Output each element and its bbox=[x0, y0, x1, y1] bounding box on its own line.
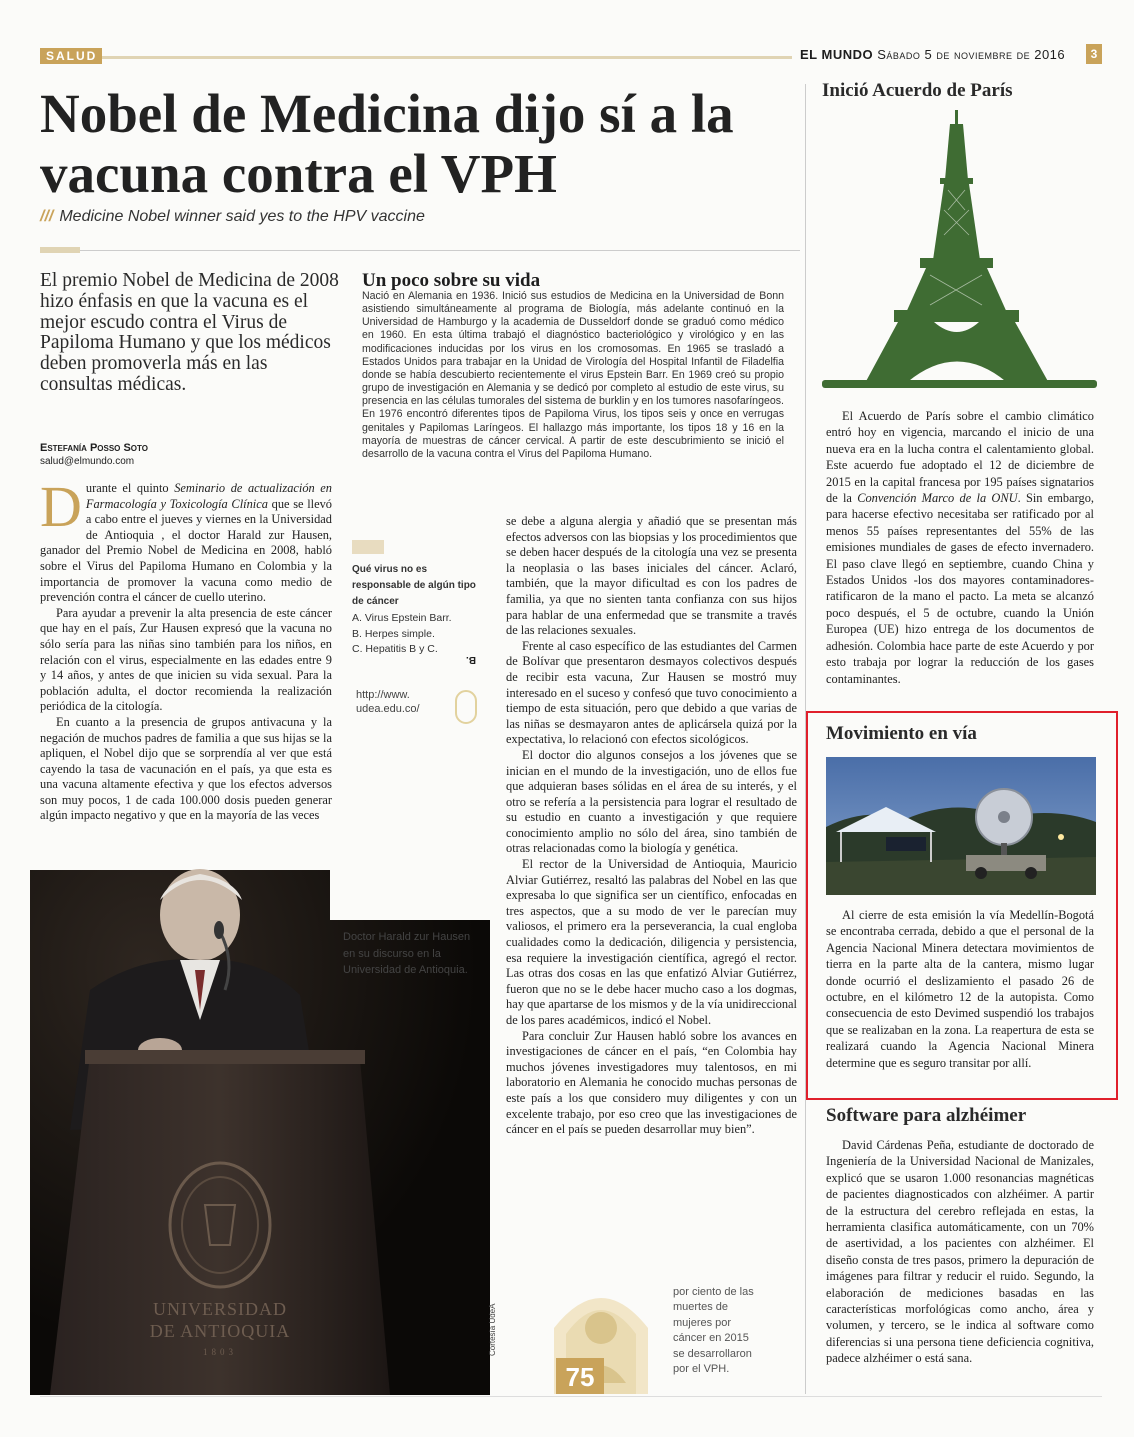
body-paragraph: El doctor dio algunos consejos a los jóvenes que se inician en el mundo de la investigación, uno de ellos fue que adquieran bases sólidas en el área de su interés, y el otro se refería a la persistencia para lograr el resultado de su estudio en cuanto a investigación y que requiere conocimiento amplio no sólo del área, sino también de otras relacionadas como la biología y genética. bbox=[506, 747, 797, 856]
movimiento-title: Movimiento en vía bbox=[826, 723, 977, 744]
mouse-icon bbox=[455, 690, 477, 724]
quiz-box bbox=[352, 562, 482, 658]
deck-rule bbox=[40, 250, 800, 251]
subhead bbox=[40, 208, 425, 226]
author-name: Estefanía Posso Soto bbox=[40, 442, 148, 454]
section-tag: SALUD bbox=[40, 48, 102, 64]
bio-title: Un poco sobre su vida bbox=[362, 270, 541, 291]
stat-graphic bbox=[546, 1278, 656, 1394]
podium-year: 1803 bbox=[203, 1347, 237, 1357]
slashes-icon: /// bbox=[40, 208, 54, 225]
body-paragraph: Para ayudar a prevenir la alta presencia de este cáncer que hay en el país, Zur Hausen expresó que la vacuna no sólo sería para las niñas sino también para los niños, en relación con el virus, especialmente en las edades entre 9 y 14 años, y antes de que inicien su vida sexual. Para la población adulta, el doctor recomienda la realización periódica de la citología. bbox=[40, 605, 332, 714]
body-paragraph: Para concluir Zur Hausen habló sobre los avances en investigaciones de cáncer en el país, “en Colombia hay muchos jóvenes investigadores muy talentosos, en mi laboratorio en Alemania he conocido muchas personas de este país a los que considero muy diligentes y con un excelente trabajo, por eso creo que las investigaciones de cáncer en el país se pueden desarrollar muy bien”. bbox=[506, 1028, 797, 1137]
body-paragraph: Frente al caso específico de las estudiantes del Carmen de Bolívar que presentaron desmayos colectivos después de recibir esta vacuna, Zur Hausen se mostró muy interesado en el suceso y confesó que tuvo conocimiento a tiempo de esta situación, pero que debido a que varias de las niñas se desmayaron antes de aplicársela quizá por la expectativa, lo relacionó con efectos sicológicos. bbox=[506, 638, 797, 747]
software-title: Software para alzhéimer bbox=[826, 1105, 1027, 1126]
bio-text: Nació en Alemania en 1936. Inició sus estudios de Medicina en la Universidad de Bonn asistiendo simultáneamente al programa de Biología, más adelante continuó en la Universidad de Hamburgo y la academia de Dusseldorf donde se graduó como médico en 1960. En esta última trabajó el diagnóstico bacteriológico y virológico y en las modificaciones inducidas por los virus en los cromosomas. En 1965 se trasladó a Estados Unidos para trabajar en la Unidad de Virología del Hospital Infantil de Filadelfia donde se había descubierto recientemente el virus Epstein Barr. En 1969 creó su propio grupo de investigación en Alemania y se dedicó por completo al estudio de este virus, su presencia en las células tumorales del sistema de burklin y en los tumores nasofaríngeos. En 1976 encontró diferentes tipos de Papiloma Virus, los tipos seis y once en verrugas genitales y Papilomas Laríngeos. El hallazgo más importante, los tipos 18 y 16 en la mayoría de muestras de cáncer cervical. A partir de este descubrimiento se inició el desarrollo de la vacuna contra el Virus del Papiloma Humano. bbox=[362, 290, 784, 460]
quiz-option: A. Virus Epstein Barr. bbox=[352, 612, 452, 625]
web-link[interactable]: http://www. udea.edu.co/ bbox=[356, 689, 420, 715]
quiz-icon bbox=[352, 540, 384, 554]
author-email: salud@elmundo.com bbox=[40, 456, 135, 467]
lede: El premio Nobel de Medicina de 2008 hizo énfasis en que la vacuna es el mejor escudo contra el Virus de Papiloma Humano y que los médicos deben promoverla más en las consultas médicas. bbox=[40, 270, 339, 395]
road-site-photo bbox=[826, 757, 1096, 895]
quiz-question: Qué virus no es responsable de algún tipo de cáncer bbox=[352, 564, 476, 607]
deck-mark bbox=[40, 247, 80, 253]
masthead bbox=[800, 47, 1065, 62]
dropcap: D bbox=[40, 474, 82, 539]
paper-name: EL MUNDO bbox=[800, 47, 874, 62]
photo-caption: Doctor Harald zur Hausen en su discurso en la Universidad de Antioquia. bbox=[343, 931, 471, 976]
quiz-answer: B. bbox=[466, 654, 476, 665]
paris-text bbox=[826, 408, 1094, 687]
headline: Nobel de Medicina dijo sí a la vacuna contra el VPH bbox=[40, 83, 734, 204]
movimiento-paragraph: Al cierre de esta emisión la vía Medellín-Bogotá se encontraba cerrada, debido a que el personal de la Agencia Nacional Minera detectara movimientos de tierra en la parte alta de la cantera, mismo lugar donde ocurrió el deslizamiento el pasado 26 de octubre, en el kilómetro 12 de la autopista. Como consecuencia de esto Devimed suspendió los trabajos que se realizaban en la zona. La reapertura de esta se realizará cuando la Agencia Nacional Minera determine que es seguro transitar por allí. bbox=[826, 908, 1094, 1070]
movimiento-text bbox=[826, 907, 1094, 1071]
stat-value: 75 bbox=[565, 1362, 595, 1392]
issue-date: Sábado 5 de noviembre de 2016 bbox=[877, 47, 1066, 62]
podium-text-1: UNIVERSIDAD bbox=[153, 1299, 287, 1319]
page-number: 3 bbox=[1086, 44, 1102, 64]
subhead-text: Medicine Nobel winner said yes to the HPV vaccine bbox=[59, 208, 425, 225]
paris-paragraph: El Acuerdo de París sobre el cambio climático entró hoy en vigencia, marcando el inicio de una nueva era en la lucha contra el calentamiento global. Este acuerdo fue adoptado el 12 de diciembre de 2015 en la capital francesa por 195 países signatarios de la Convención Marco de la ONU. Sin embargo, para hacerse efectivo necesitaba ser ratificado por al menos 55 países representantes del 55% de las emisiones mundiales de gases de efecto invernadero. El paso clave llegó en septiembre, cuando China y Estados Unidos -los dos mayores contaminadores- ratificaron de la mano el pacto. La meta se alcanzó poco después, el 5 de octubre, cuando la Unión Europea (UE) hizo entrega de los documentos de adhesión. Colombia hace parte de este Acuerdo y por esto trabaja por lograr la reducción de los gases contaminantes. bbox=[826, 409, 1094, 686]
byline bbox=[40, 441, 148, 469]
woman-silhouette-icon bbox=[546, 1278, 656, 1394]
body-column-1 bbox=[40, 474, 332, 824]
photo-credit: Cortesía UdeA bbox=[488, 1303, 497, 1356]
stat-text: por ciento de las muertes de mujeres por cáncer en 2015 se desarrollaron por el VPH. bbox=[673, 1286, 754, 1376]
software-text bbox=[826, 1137, 1094, 1367]
seminar-name: Seminario de actualización en Farmacología y Toxicología Clínica bbox=[85, 481, 332, 511]
body-column-2 bbox=[506, 514, 797, 1138]
section-rule bbox=[102, 56, 792, 59]
paris-title: Inició Acuerdo de París bbox=[822, 80, 1013, 101]
body-paragraph: En cuanto a la presencia de grupos antivacuna y la negación de muchos padres de familia a que sus hijas se la apliquen, el Nobel dijo que se sorprendía al ver que está cayendo la tasa de vacunación en el país, ya que esta es una vacuna altamente efectiva y que los efectos adversos son muy pocos, 1 de cada 100.000 dosis pueden generar algún impacto negativo y que en la mayoría de las veces bbox=[40, 714, 332, 823]
quiz-option: C. Hepatitis B y C. bbox=[352, 643, 438, 656]
body-paragraph: se debe a alguna alergia y añadió que se presentan más efectos adversos con las biopsias y los procedimientos que se deben hacer después de la citología una vez se presenta la neoplasia o las bases iniciales del cáncer. Aclaró, también, que la mayor dificultad es con los padres de familia, ya que no sienten tanta confianza con sus hijos para hablar de una enfermedad que se transmite a través de las relaciones sexuales. bbox=[506, 514, 797, 638]
body-paragraph: El rector de la Universidad de Antioquia, Mauricio Alviar Gutiérrez, resaltó las palabras del Nobel en las que expresaba lo que significa ser un científico, enfocadas en tres aspectos, que a su modo de ver le parecían muy valiosos, el primero era la perseverancia, la cual engloba cualidades como la dedicación, diligencia y persistencia, esa requiere la investigación científica, agregó el rector. Las otras dos cosas en las que enfatizó Alviar Gutiérrez, fueron que no se le debe hacer mucho caso a los dogmas, hay que apartarse de los mismos y de la vía unidireccional de los pares académicos, indicó el Nobel. bbox=[506, 857, 797, 1027]
bottom-rule bbox=[40, 1396, 1102, 1397]
software-paragraph: David Cárdenas Peña, estudiante de doctorado de Ingeniería de la Universidad Nacional de Manizales, explicó que se usaron 1.000 resonancias magnéticas de pacientes diagnosticados con alzhéimer. A partir de la estructura del cerebro reflejada en estas, la herramienta clasifica automáticamente, con un 70% de asertividad, a los pacientes con alzhéimer. El diseño consta de tres pasos, primero la depuración de imágenes para filtrar y reducir el ruido. Segundo, la elaboración de mediciones basadas en las características morfológicas como ancho, área y volumen, y tercero, se le indica al software como diferencias si una persona tiene deficiencia cognitiva, padece alzhéimer o está sana. bbox=[826, 1138, 1094, 1366]
body-paragraph: Durante el quinto Seminario de actualización en Farmacología y Toxicología Clínica que se llevó a cabo entre el jueves y viernes en la Universidad de Antioquia , el doctor Harald zur Hausen, ganador del Premio Nobel de Medicina en 2008, habló sobre el Virus del Papiloma Humano en Colombia y la importancia de promover la vacuna como medio de prevención contra el cáncer de cuello uterino. bbox=[40, 474, 332, 605]
podium-text-2: DE ANTIOQUIA bbox=[149, 1321, 291, 1341]
quiz-option: B. Herpes simple. bbox=[352, 627, 435, 640]
eiffel-tower-icon bbox=[822, 110, 1097, 395]
